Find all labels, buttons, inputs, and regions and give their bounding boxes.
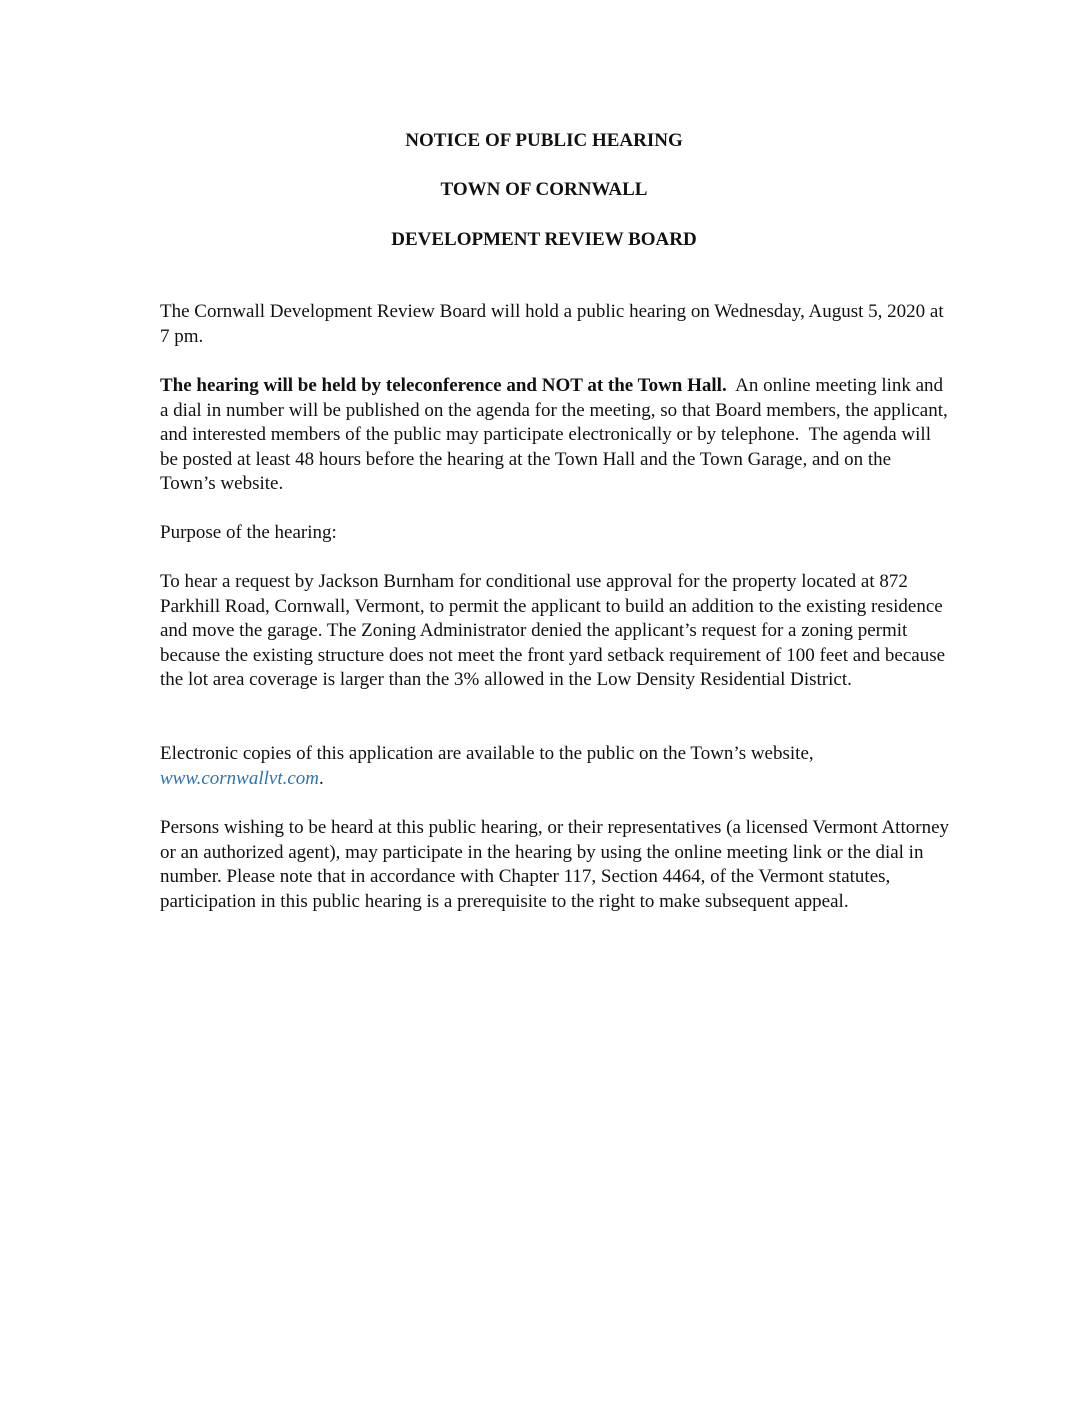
intro-paragraph: The Cornwall Development Review Board will hold a public hearing on Wednesday, August 5, 2020 at 7 pm. bbox=[160, 301, 944, 347]
teleconference-details: An online meeting link and a dial in number will be published on the agenda for the meeting, so that Board members, the applicant, and interested members of the public may participate electronically or by telephone. The agenda will be posted at least 48 hours before the hearing at the Town Hall and the Town Garage, and on the Town’s website. bbox=[160, 375, 953, 495]
copies-paragraph bbox=[160, 742, 950, 791]
copies-end: . bbox=[319, 767, 324, 789]
request-paragraph: To hear a request by Jackson Burnham for conditional use approval for the property located at 872 Parkhill Road, Cornwall, Vermont, to permit the applicant to build an addition to the existing residence and move the garage. The Zoning Administrator denied the applicant’s request for a zoning permit because the existing structure does not meet the front yard setback requirement of 100 feet and because the lot area coverage is larger than the 3% allowed in the Low Density Residential District. bbox=[160, 571, 946, 691]
board-title: DEVELOPMENT REVIEW BOARD bbox=[391, 229, 697, 250]
teleconference-notice-bold: The hearing will be held by teleconference and NOT at the Town Hall. bbox=[160, 375, 727, 396]
teleconference-paragraph bbox=[160, 374, 953, 497]
town-title: TOWN OF CORNWALL bbox=[440, 179, 648, 200]
copies-text: Electronic copies of this application are available to the public on the Town’s website, bbox=[160, 743, 814, 764]
notice-title: NOTICE OF PUBLIC HEARING bbox=[405, 130, 683, 151]
purpose-label: Purpose of the hearing: bbox=[160, 522, 337, 543]
participation-paragraph: Persons wishing to be heard at this public hearing, or their representatives (a licensed Vermont Attorney or an authorized agent), may participate in the hearing by using the online meeting link or the dial in number. Please note that in accordance with Chapter 117, Section 4464, of the Vermont statutes, participation in this public hearing is a prerequisite to the right to make subsequent appeal. bbox=[160, 817, 950, 912]
website-link[interactable]: www.cornwallvt.com bbox=[160, 767, 320, 789]
